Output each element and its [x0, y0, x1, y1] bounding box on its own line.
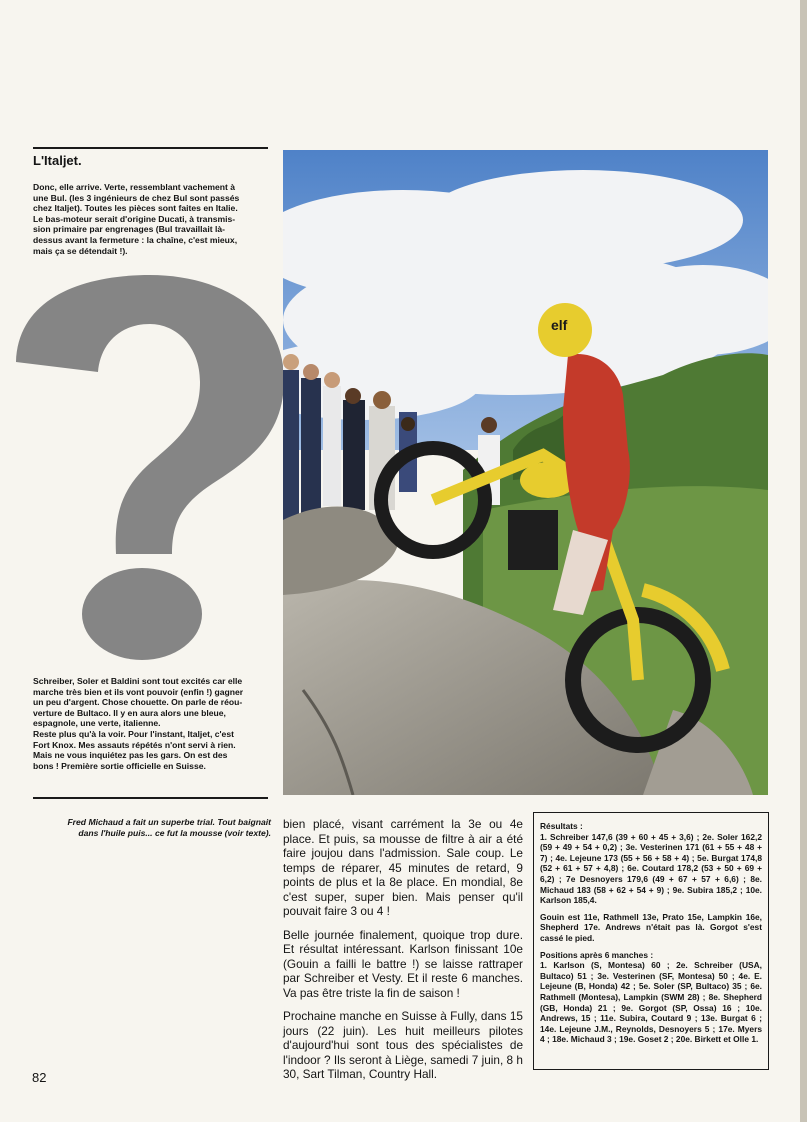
results-box	[533, 812, 769, 1070]
text-line: Schreiber, Soler et Baldini sont tout excités car elle	[33, 676, 243, 686]
page-number: 82	[32, 1070, 47, 1085]
page-edge-shadow	[800, 0, 807, 1122]
photo-caption	[33, 817, 271, 839]
question-mark-hook	[16, 275, 284, 554]
results-notes: Gouin est 11e, Rathmell 13e, Prato 15e, Lampkin 16e, Shepherd 17e. Andrews n'était pas là. Gorgot s'est cassé le pied.	[540, 911, 762, 943]
article-paragraph: bien placé, visant carrément la 3e ou 4e place. Et puis, sa mousse de filtre à air a été faire joujou dans l'admission. Sale coup. Le temps de réparer, 45 minutes de retard, 9 points de plus et la 8e place. En mondial, 8e c'est super, super bien. Mais penser qu'il pouvait faire 3 ou 4 !	[283, 817, 523, 918]
caption-rule	[33, 797, 268, 799]
text-line: mais ça se détendait !).	[33, 245, 128, 256]
section-heading: L'Italjet.	[33, 153, 82, 168]
article-paragraph: Prochaine manche en Suisse à Fully, dans 15 jours (22 juin). Les huit meilleurs pilotes d'aujourd'hui sont tous des spécialistes de l'indoor ? Ils seront à Liège, samedi 7 juin, 8 h 30, Sart Tilman, Country Hall.	[283, 1009, 523, 1081]
text-line: Mais ne vous inquiétez pas les gars. On est des	[33, 750, 228, 761]
results-title: Résultats :	[540, 821, 583, 831]
text-line: espagnole, une verte, italienne.	[33, 718, 161, 729]
text-line: sion primaire par engrenages (Bul travaillait là-	[33, 224, 225, 235]
text-line: verture de Bultaco. Il y en aura alors une bleue,	[33, 707, 226, 718]
caption-line: dans l'huile puis... ce fut la mousse (voir texte).	[78, 828, 271, 838]
text-line: Le bas-moteur serait d'origine Ducati, à transmis-	[33, 213, 236, 224]
text-line: Reste plus qu'à la voir. Pour l'instant, Italjet, c'est	[33, 728, 234, 739]
heading-rule	[33, 147, 268, 149]
text-line: dessus avant la fermeture : la chaîne, c'est mieux,	[33, 234, 238, 245]
text-line: chez Italjet). Toutes les pièces sont faites en Italie.	[33, 203, 238, 214]
helmet-logo: elf	[551, 317, 568, 333]
text-line: bons ! Première sortie officielle en Suisse.	[33, 760, 206, 771]
outro-paragraph	[33, 676, 268, 771]
standings-list: 1. Karlson (S, Montesa) 60 ; 2e. Schreiber (USA, Bultaco) 51 ; 3e. Vesterinen (SF, Montesa) 50 ; 4e. E. Lejeune (B, Honda) 42 ; 5e. Soler (SP, Bultaco) 35 ; 6e. Rathmell (Montesa), Lampkin (SWM 28) ; 8e. Shepherd (GB, Honda) 21 ; 9e. Gorgot (SP, Ossa) 16 ; 10e. Andrews, 15 ; 11e. Subira, Coutard 9 ; 13e. Burgat 6 ; 14e. Lejeune J.M., Reynolds, Desnoyers 5 ; 17e. Myers 4 ; 18e. Michaud 3 ; 19e. Goset 2 ; 20e. Birkett et Olle 1.	[540, 960, 762, 1045]
article-body	[283, 817, 523, 1091]
text-line: Fort Knox. Mes assauts répétés n'ont servi à rien.	[33, 739, 236, 750]
text-line: marche très bien et ils vont pouvoir (enfin !) gagner	[33, 686, 244, 697]
results-list: 1. Schreiber 147,6 (39 + 60 + 45 + 3,6) ; 2e. Soler 162,2 (59 + 49 + 54 + 0,2) ; 3e. Vesterinen 171 (61 + 55 + 48 + 7) ; 4e. Lejeune 173 (55 + 56 + 58 + 4) ; 5e. Burgat 174,8 (52 + 61 + 57 + 4,8) ; 6e. Coutard 178,2 (53 + 50 + 69 + 6,2) ; 7e Desnoyers 179,6 (49 + 67 + 57 + 6,6) ; 8e. Michaud 183 (58 + 62 + 54 + 9) ; 9e. Subira 185,2 ; 10e. Karlson 185,4.	[540, 831, 762, 906]
text-line: une Bul. (les 3 ingénieurs de chez Bul sont passés	[33, 192, 240, 203]
article-paragraph: Belle journée finalement, quoique trop dure. Et résultat intéressant. Karlson finissant 10e (Gouin a failli le battre !) se laisse rattraper par Schreiber et Vesty. Et il reste 6 manches. Va pas être triste la fin de saison !	[283, 927, 523, 1000]
caption-line: Fred Michaud a fait un superbe trial. Tout baignait	[67, 817, 271, 827]
trial-rider-photo	[283, 150, 768, 795]
engine	[508, 510, 558, 570]
text-line: un peu d'argent. Chose chouette. On parle de réou-	[33, 697, 243, 708]
standings-title: Positions après 6 manches :	[540, 949, 654, 960]
text-line: Donc, elle arrive. Verte, ressemblant vachement à	[33, 182, 236, 192]
question-mark-graphic	[14, 272, 286, 664]
intro-paragraph	[33, 182, 268, 256]
question-mark-dot	[82, 568, 202, 660]
